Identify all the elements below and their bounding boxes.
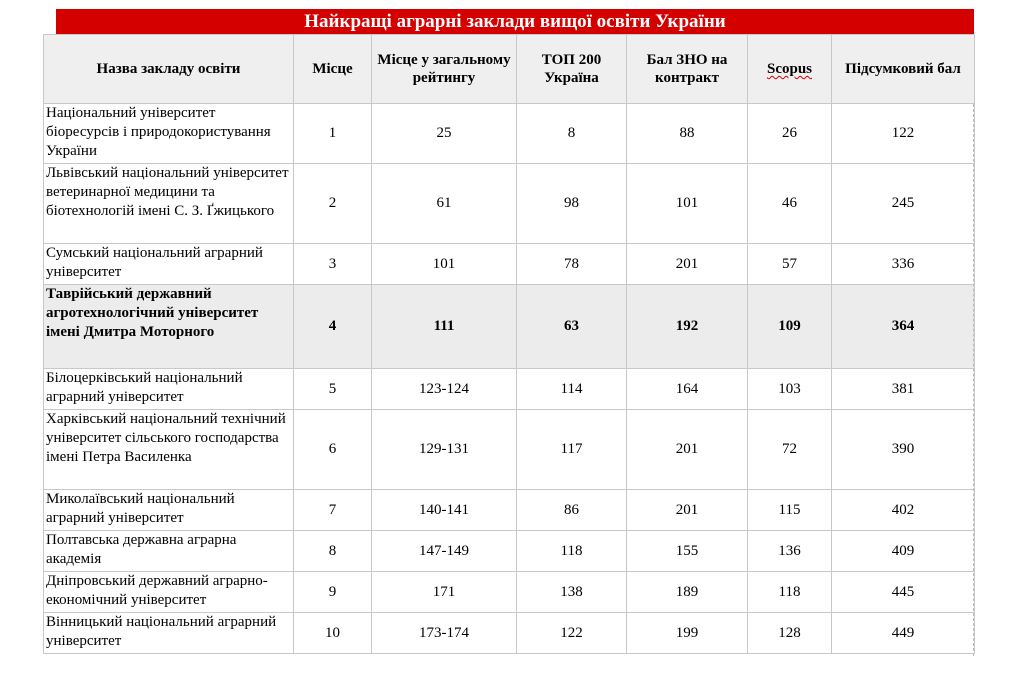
- cell-place: 6: [294, 410, 372, 490]
- header-top200: ТОП 200 Україна: [517, 35, 627, 104]
- cell-zno: 164: [627, 369, 748, 410]
- cell-total: 449: [832, 613, 975, 654]
- cell-scopus: 136: [748, 531, 832, 572]
- cell-general-rank: 173-174: [372, 613, 517, 654]
- table-title: Найкращі аграрні заклади вищої освіти України: [56, 9, 974, 34]
- table-row: [44, 104, 975, 164]
- cell-scopus: 46: [748, 164, 832, 244]
- cell-name: Полтавська державна аграрна академія: [44, 531, 294, 572]
- cell-top200: 86: [517, 490, 627, 531]
- header-scopus: [748, 35, 832, 104]
- cell-top200: 63: [517, 285, 627, 369]
- cell-total: 390: [832, 410, 975, 490]
- cell-place: 7: [294, 490, 372, 531]
- cell-total: 245: [832, 164, 975, 244]
- cell-top200: 8: [517, 104, 627, 164]
- cell-zno: 201: [627, 490, 748, 531]
- cell-place: 4: [294, 285, 372, 369]
- cell-top200: 118: [517, 531, 627, 572]
- cell-scopus: 109: [748, 285, 832, 369]
- table-row: [44, 244, 975, 285]
- cell-top200: 138: [517, 572, 627, 613]
- cell-zno: 201: [627, 244, 748, 285]
- cell-total: 364: [832, 285, 975, 369]
- cell-place: 10: [294, 613, 372, 654]
- cell-general-rank: 61: [372, 164, 517, 244]
- cell-zno: 199: [627, 613, 748, 654]
- cell-zno: 201: [627, 410, 748, 490]
- cell-general-rank: 25: [372, 104, 517, 164]
- cell-scopus: 118: [748, 572, 832, 613]
- cell-general-rank: 101: [372, 244, 517, 285]
- cell-place: 1: [294, 104, 372, 164]
- cell-place: 9: [294, 572, 372, 613]
- cell-total: 122: [832, 104, 975, 164]
- cell-total: 336: [832, 244, 975, 285]
- page-edge-rule: [973, 104, 974, 656]
- cell-place: 8: [294, 531, 372, 572]
- table-row-highlighted: [44, 285, 975, 369]
- cell-name: Сумський національний аграрний університет: [44, 244, 294, 285]
- cell-scopus: 115: [748, 490, 832, 531]
- cell-zno: 155: [627, 531, 748, 572]
- cell-top200: 114: [517, 369, 627, 410]
- cell-name: Національний університет біоресурсів і природокористування України: [44, 104, 294, 164]
- cell-scopus: 128: [748, 613, 832, 654]
- cell-total: 381: [832, 369, 975, 410]
- cell-total: 445: [832, 572, 975, 613]
- table-row: [44, 490, 975, 531]
- cell-name: Таврійський державний агротехнологічний університет імені Дмитра Моторного: [44, 285, 294, 369]
- cell-total: 402: [832, 490, 975, 531]
- cell-top200: 117: [517, 410, 627, 490]
- cell-general-rank: 129-131: [372, 410, 517, 490]
- cell-scopus: 103: [748, 369, 832, 410]
- table-row: [44, 369, 975, 410]
- cell-name: Дніпровський державний аграрно-економічний університет: [44, 572, 294, 613]
- table-row: [44, 613, 975, 654]
- cell-scopus: 26: [748, 104, 832, 164]
- cell-general-rank: 123-124: [372, 369, 517, 410]
- cell-name: Львівський національний університет ветеринарної медицини та біотехнологій імені С. З. Ґжицького: [44, 164, 294, 244]
- cell-place: 3: [294, 244, 372, 285]
- cell-name: Білоцерківський національний аграрний університет: [44, 369, 294, 410]
- cell-place: 2: [294, 164, 372, 244]
- cell-top200: 78: [517, 244, 627, 285]
- cell-zno: 192: [627, 285, 748, 369]
- cell-zno: 101: [627, 164, 748, 244]
- cell-zno: 189: [627, 572, 748, 613]
- cell-name: Харківський національний технічний університет сільського господарства імені Петра Василенка: [44, 410, 294, 490]
- cell-top200: 98: [517, 164, 627, 244]
- table-row: [44, 164, 975, 244]
- header-total: Підсумковий бал: [832, 35, 975, 104]
- cell-name: Миколаївський національний аграрний університет: [44, 490, 294, 531]
- cell-general-rank: 111: [372, 285, 517, 369]
- table-row: [44, 531, 975, 572]
- cell-general-rank: 171: [372, 572, 517, 613]
- cell-general-rank: 147-149: [372, 531, 517, 572]
- table-row: [44, 410, 975, 490]
- cell-general-rank: 140-141: [372, 490, 517, 531]
- cell-zno: 88: [627, 104, 748, 164]
- cell-top200: 122: [517, 613, 627, 654]
- header-zno: Бал ЗНО на контракт: [627, 35, 748, 104]
- header-place: Місце: [294, 35, 372, 104]
- header-name: Назва закладу освіти: [44, 35, 294, 104]
- cell-place: 5: [294, 369, 372, 410]
- header-general-rank: Місце у загальному рейтингу: [372, 35, 517, 104]
- header-row: [44, 35, 975, 104]
- scopus-label: Scopus: [766, 61, 813, 77]
- cell-scopus: 57: [748, 244, 832, 285]
- cell-name: Вінницький національний аграрний університет: [44, 613, 294, 654]
- cell-total: 409: [832, 531, 975, 572]
- cell-scopus: 72: [748, 410, 832, 490]
- table-row: [44, 572, 975, 613]
- rating-table: [43, 34, 975, 654]
